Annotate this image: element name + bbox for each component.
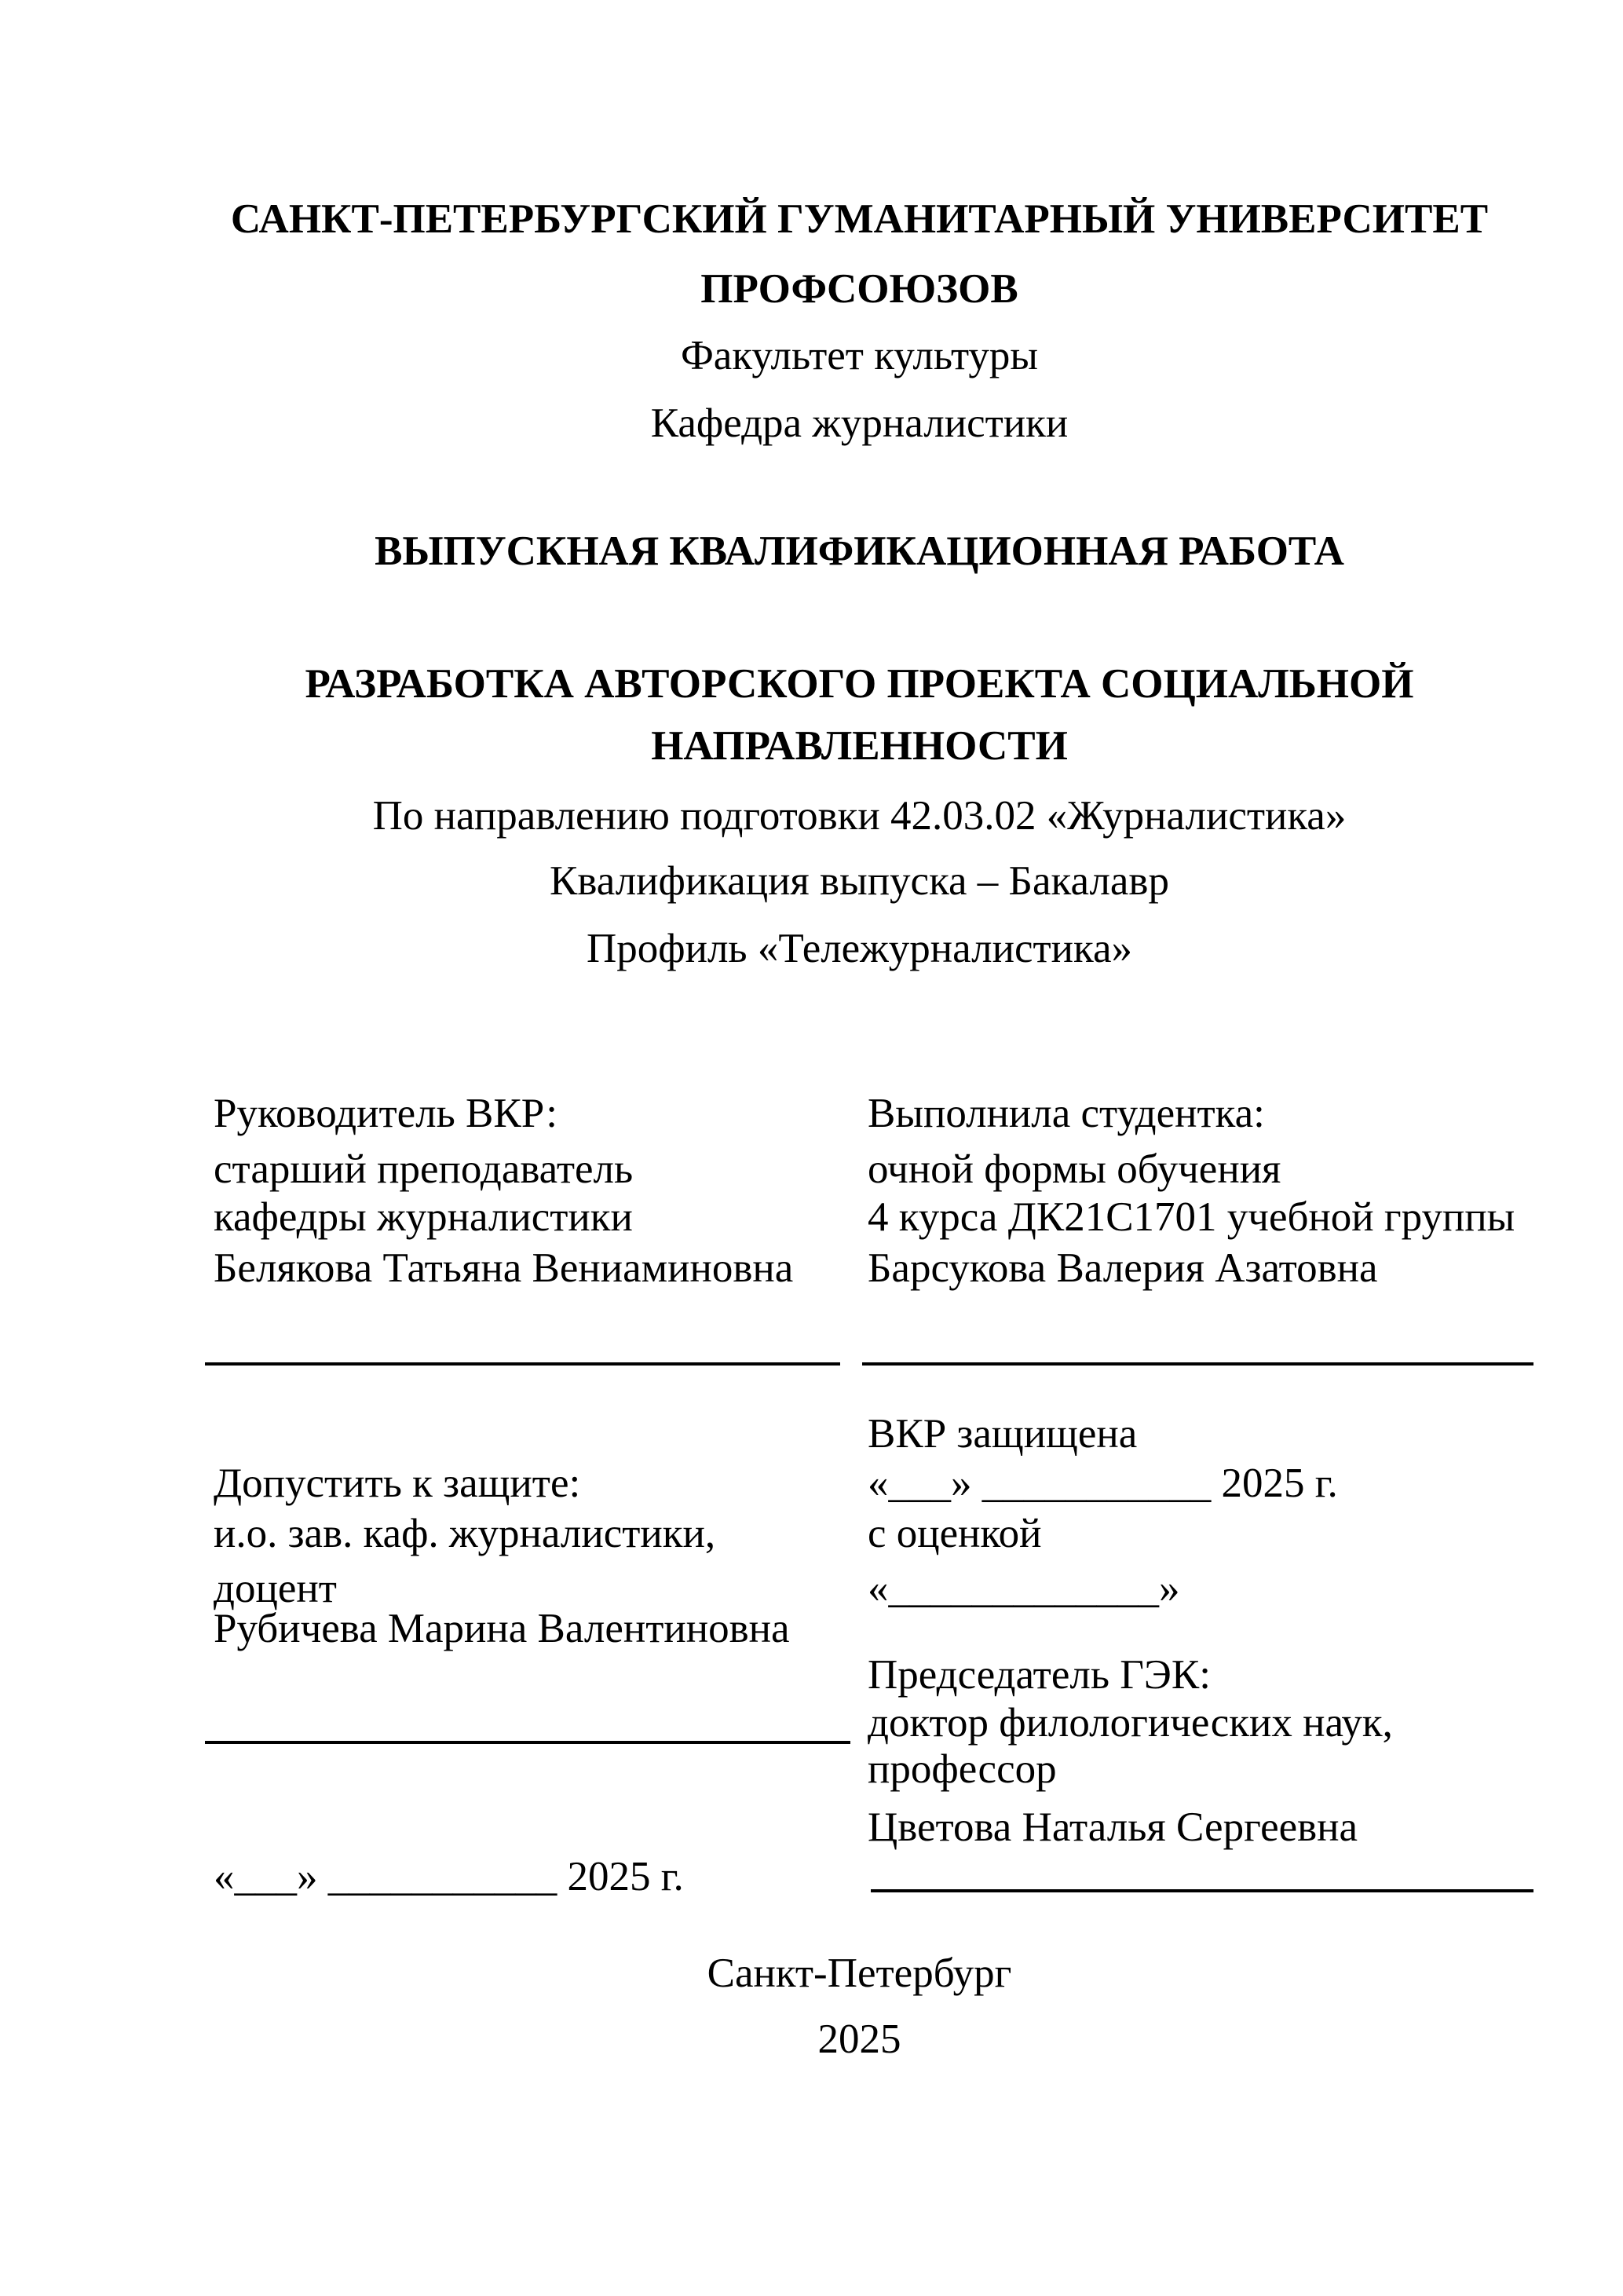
student-signature-line — [862, 1362, 1533, 1366]
supervisor-name: Белякова Татьяна Вениаминовна — [214, 1245, 794, 1291]
defense-grade-label: с оценкой — [868, 1511, 1042, 1556]
university-name-line-1: САНКТ-ПЕТЕРБУРГСКИЙ ГУМАНИТАРНЫЙ УНИВЕРСИТЕТ — [230, 196, 1489, 242]
student-info-line-2: 4 курса ДК21С1701 учебной группы — [868, 1194, 1515, 1240]
student-label: Выполнила студентка: — [868, 1091, 1265, 1136]
department-line: Кафедра журналистики — [650, 400, 1069, 446]
admission-position-line-1: и.о. зав. каф. журналистики, — [214, 1511, 716, 1556]
supervisor-label: Руководитель ВКР: — [214, 1091, 557, 1136]
program-line: По направлению подготовки 42.03.02 «Журналистика» — [372, 793, 1347, 839]
gek-chair-title: профессор — [868, 1746, 1057, 1792]
defense-grade-blank: «_____________» — [868, 1566, 1180, 1611]
thesis-title-line-2: НАПРАВЛЕННОСТИ — [651, 723, 1068, 769]
footer-year: 2025 — [817, 2016, 901, 2062]
profile-line: Профиль «Тележурналистика» — [586, 926, 1132, 971]
supervisor-signature-line — [205, 1362, 840, 1366]
student-info-line-1: очной формы обучения — [868, 1146, 1281, 1192]
admission-position-line-2: доцент — [214, 1566, 337, 1611]
footer-city: Санкт-Петербург — [707, 1951, 1012, 1996]
admission-name: Рубичева Марина Валентиновна — [214, 1606, 790, 1651]
gek-chair-label: Председатель ГЭК: — [868, 1652, 1211, 1698]
thesis-title-line-1: РАЗРАБОТКА АВТОРСКОГО ПРОЕКТА СОЦИАЛЬНОЙ — [305, 661, 1414, 707]
admission-signature-line — [205, 1741, 850, 1744]
faculty-line: Факультет культуры — [680, 333, 1039, 378]
student-name: Барсукова Валерия Азатовна — [868, 1245, 1378, 1291]
defense-date-line: «___» ___________ 2025 г. — [868, 1461, 1338, 1506]
defense-status-line: ВКР защищена — [868, 1411, 1138, 1457]
supervisor-position-line-1: старший преподаватель — [214, 1146, 634, 1192]
gek-chair-name: Цветова Наталья Сергеевна — [868, 1804, 1358, 1850]
university-name-line-2: ПРОФСОЮЗОВ — [700, 266, 1018, 312]
gek-chair-degree: доктор филологических наук, — [868, 1700, 1393, 1746]
work-type-heading: ВЫПУСКНАЯ КВАЛИФИКАЦИОННАЯ РАБОТА — [375, 528, 1344, 574]
supervisor-position-line-2: кафедры журналистики — [214, 1194, 633, 1240]
admission-date-line: «___» ___________ 2025 г. — [214, 1854, 684, 1899]
admission-heading: Допустить к защите: — [214, 1461, 581, 1506]
qualification-line: Квалификация выпуска – Бакалавр — [550, 858, 1169, 904]
gek-chair-signature-line — [871, 1889, 1533, 1892]
